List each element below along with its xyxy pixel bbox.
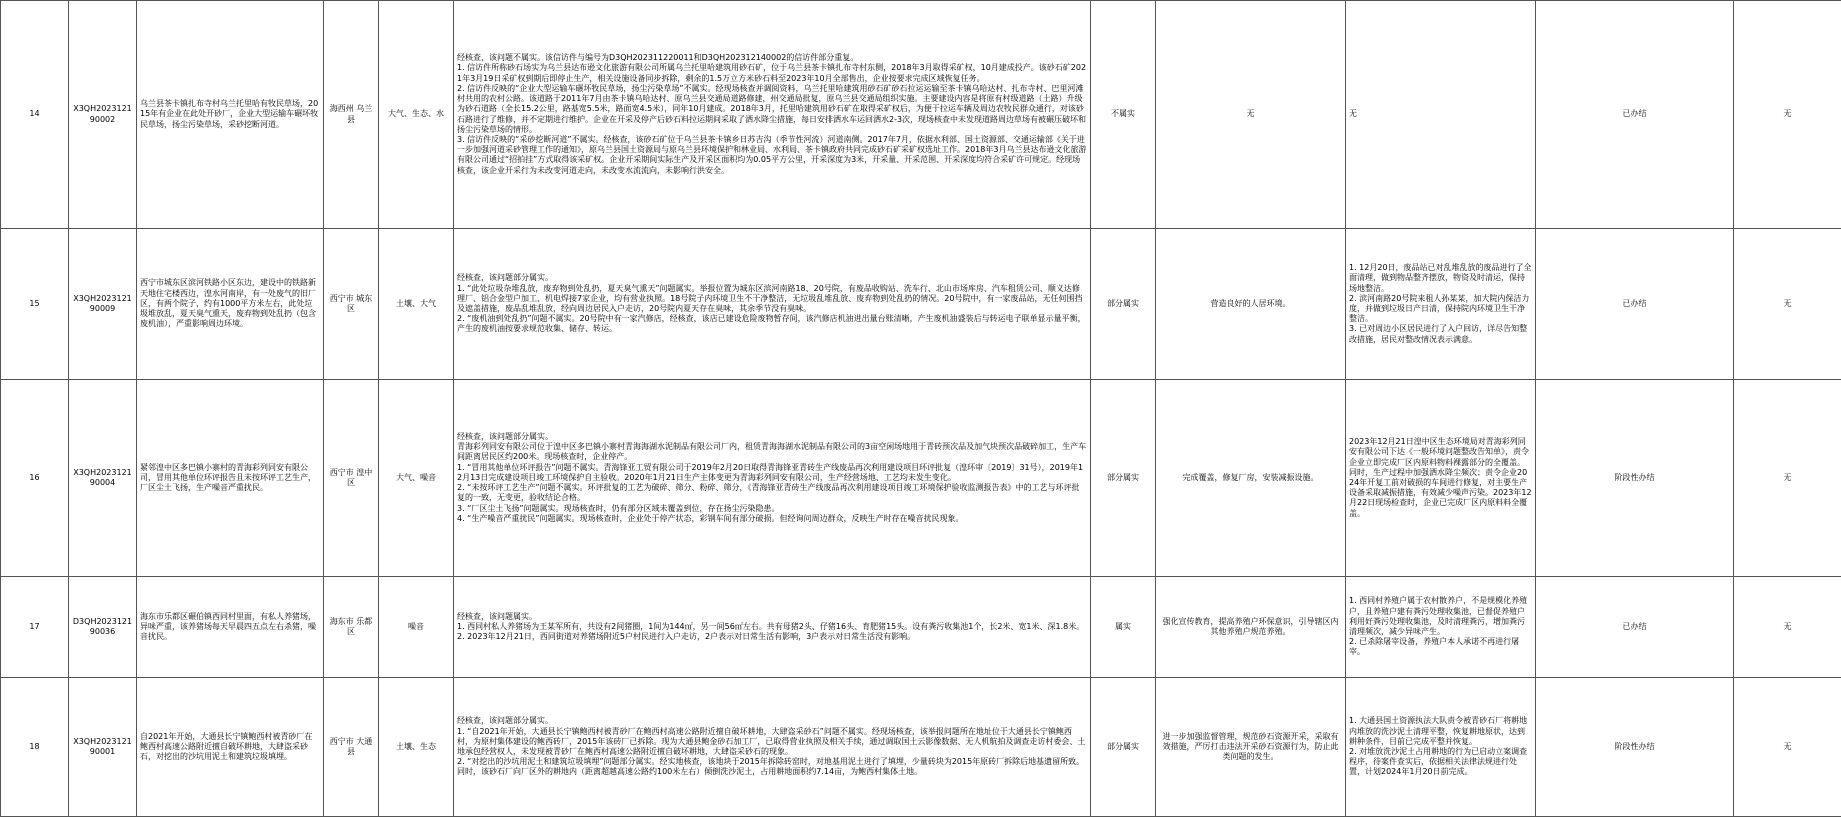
accountability-cell: 无: [1734, 577, 1841, 678]
result-paragraph: 2. 2023年12月21日，西同街道对养猪场附近5户村民进行入户走访，2户表示对日常生活有影响，3户表示对日常生活没有影响。: [457, 632, 916, 642]
table-row: [1, 380, 1841, 577]
table-row: [1, 577, 1841, 678]
rectification-progress-cell: [1346, 678, 1536, 817]
rectification-progress-text: 1. 12月20日，废品站已对乱堆乱放的废品进行了全面清理，做到物品整齐摆放，物资及时清运，保持场地整洁。 2. 滨河南路20号院来租人孙某某，加大院内保洁力度，并做到垃圾日产日清，保持院内环境卫生干净整洁。 3. 已对周边小区居民进行了入户回访，详尽告知整改措施，居民对整改情况表示满意。: [1349, 263, 1532, 344]
case-code-cell: X3QH2023121 90001: [69, 678, 137, 817]
region-cell: 西宁市 大通县: [324, 678, 379, 817]
result-paragraph: 3. “厂区尘土飞扬”问题属实。现场核查时，仍有部分区域未覆盖到位，存在扬尘污染隐患。: [457, 503, 780, 513]
case-code-cell: X3QH2023121 90002: [69, 1, 137, 229]
row-number-cell: 18: [1, 678, 69, 817]
table-body: [1, 1, 1841, 817]
region-cell: 海东市 乐都区: [324, 577, 379, 678]
table-row: [1, 1, 1841, 229]
complaint-content-cell: 西宁市城东区滨河铁路小区东边，建设中的铁路新天地住宅楼西边，湟水河南岸，有一处废气的旧厂区，有两个院子，约有1000平方米左右，此处垃圾堆放乱，夏天臭气熏天，废弃物到处乱扔（包含废机油），严重影响周边环境。: [137, 229, 324, 380]
case-code-cell: X3QH2023121 90009: [69, 229, 137, 380]
verdict-cell: 属实: [1091, 577, 1156, 678]
complaint-content-cell: 自2021年开始，大通县长宁镇鲍西村被青砂厂在鲍西村高速公路附近擅自破坏耕地，大肆盗采砂石，对挖出的沙坑用泥土和建筑垃圾填埋。: [137, 678, 324, 817]
result-paragraph: 2. 信访件反映的“企业大型运输车碾坏牧民草场，扬尘污染草场”不属实。经现场核查并调阅资料，乌兰托里哈建筑用砂石矿砂石拉运运输至茶卡镇乌哈达村、扎布寺村、巴里河滩村共用的农村公路。该道路于2011年7月由茶卡镇乌哈达村、原乌兰县交通局道路修建，州交通局批复，原乌兰县交通局组织实施。主要建设内容是将原有村级道路（土路）升级为砂石道路（全长15.2公里，路基宽5.5米，路面宽4.5米），同年10月建成。2018年3月，托里哈建筑用砂石矿在取得采矿权后，为便于拉运车辆及周边农牧民群众通行，对该砂石路进行了维修，并不定期进行维护。企业在开采及停产后砂石料拉运期间采取了洒水降尘措施，每日安排洒水车运回洒水2-3次，现场核查中未发现道路周边草场有被碾压破坏和扬尘污染草场的情形。: [457, 83, 1087, 134]
result-paragraph: 2. “对挖出的沙坑用泥土和建筑垃圾填埋”问题部分属实。经实地核查，该地块于2015年拆除砖窑时，对地基用泥土进行了填埋，少量砖块为2015年原砖厂拆除后地基遗留所致。同时，该砂石厂向厂区外的耕地内（距离超越高速公路约100米左右）倾倒洗沙泥土，占用耕地面积约7.14亩，为鲍西村集体土地。: [457, 757, 1085, 777]
row-number-cell: 14: [1, 1, 69, 229]
complaint-content-cell: 紧邻湟中区多巴镇小寨村的青海彩列同安有限公司，冒用其他单位环评报告且未按环评工艺生产，厂区尘土飞扬，生产噪音严重扰民。: [137, 380, 324, 577]
case-status-cell: 已办结: [1536, 577, 1734, 678]
rectification-target-cell: 强化宣传教育，提高养殖户环保意识，引导辖区内其他养殖户规范养殖。: [1156, 577, 1346, 678]
rectification-target-cell: 完成覆盖，修复厂房，安装减振设施。: [1156, 380, 1346, 577]
result-paragraph: 1. “冒用其他单位环评报告”问题不属实。青海锋亚工贸有限公司于2019年2月20日取得青海锋亚青砖生产线废品再次利用建设项目环评批复（湟环审〔2019〕31号），2019年12月13日完成建设项目竣工环境保护自主验收。2020年1月21日生产主体变更为青海彩列同安有限公司，生产经营场地、工艺均未发生变化。: [457, 462, 1084, 482]
result-paragraph: 3. 信访件反映的“采砂挖断河道”不属实。经核查，该砂石矿位于乌兰县茶卡镇乡日苏吉沟（季节性河流）河道南侧。2017年7月，依据水利部、国土资源部、交通运输部《关于进一步加强河道采砂管理工作的通知》，原乌兰县国土资源局与原乌兰县环境保护和林业局、水利局、茶卡镇政府共同完成砂石矿采矿权选址工作。2018年3月乌兰县达布逊文化旅游有限公司通过“招拍挂”方式取得该采矿权。企业开采期间实际生产及开采区面积均为0.05平方公里，开采深度为3米，开采量、开采范围、开采深度均符合采矿许可规定。经现场核查，该企业开采行为未改变河道走向，未改变水流流向，未影响行洪安全。: [457, 134, 1087, 175]
region-cell: 西宁市 城东区: [324, 229, 379, 380]
result-paragraph: 青海彩列同安有限公司位于湟中区多巴镇小寨村青海海湖水泥制品有限公司厂内，租赁青海海湖水泥制品有限公司的3亩空闲场地用于青砖预次品及加气块预次品破碎加工，生产车间距离居民区约200米。现场核查时，企业停产。: [457, 442, 1087, 462]
case-status-cell: 阶段性办结: [1536, 380, 1734, 577]
rectification-progress-text: 无: [1349, 109, 1357, 119]
case-status-cell: 阶段性办结: [1536, 678, 1734, 817]
accountability-cell: 无: [1734, 678, 1841, 817]
case-status-cell: 已办结: [1536, 1, 1734, 229]
rectification-progress-cell: [1346, 380, 1536, 577]
investigation-result-cell: [454, 229, 1091, 380]
result-paragraph: 经核查，该问题不属实。该信访件与编号为D3QH202311220011和D3QH202312140002的信访件部分重复。: [457, 53, 859, 63]
region-cell: 海西州 乌兰县: [324, 1, 379, 229]
case-status-cell: 已办结: [1536, 229, 1734, 380]
rectification-progress-cell: [1346, 229, 1536, 380]
region-cell: 西宁市 湟中区: [324, 380, 379, 577]
result-paragraph: 2. “未按环评工艺生产”问题不属实。环评批复的工艺为破碎、筛分、粉碎、筛分，《青海锋亚青砖生产线废品再次利用建设项目竣工环境保护验收监测报告表》中的工艺与环评批复的一致，无变更，验收结论合格。: [457, 483, 1080, 503]
result-paragraph: 2. “废机油到处乱扔”问题不属实。20号院中有一家汽修店，经核查，该店已建设危险废物暂存间，该汽修店机油进出量台账清晰，产生废机油盛装后与转运电子联单显示量平衡，产生的废机油按要求规范收集、储存、转运。: [457, 314, 1086, 334]
verdict-cell: 部分属实: [1091, 229, 1156, 380]
row-number-cell: 17: [1, 577, 69, 678]
result-paragraph: 经核查，该问题属实。: [457, 611, 537, 621]
rectification-progress-text: 2023年12月21日湟中区生态环境局对青海彩列同安有限公司下达《一般环境问题整改告知单》，责令企业立即完成厂区内原料物料裸露部分的全覆盖。同时，生产过程中加强洒水降尘频次；责令企业2024年开复工前对破损的车间进行修复，对主要生产设备采取减振措施，有效减少噪声污染。2023年12月22日现场检查时，企业已完成厂区内原料料全覆盖。: [1349, 437, 1532, 518]
rectification-progress-text: 1. 大通县国土资源执法大队责令被青砂石厂将耕地内堆放的洗沙泥土清理平整，恢复耕地原状，达到耕种条件，目前已完成平整并恢复。 2. 对堆放洗沙泥土占用耕地的行为已启动立案调查程序，待案件查实后，依据相关法律法规进行处置，计划2024年1月20日前完成。: [1349, 716, 1528, 777]
complaint-content-cell: 海东市乐都区碾伯镇西同村里面，有私人养猪场，异味严重，该养猪场每天早晨四五点左右杀猪，噪音扰民。: [137, 577, 324, 678]
result-paragraph: 1. 信访件所称砂石场实为乌兰县达布逊文化旅游有限公司所属乌兰托里哈建筑用砂石矿，位于乌兰县茶卡镇扎布寺村东侧，2018年3月取得采矿权，10月建成投产。该砂石矿2021年3月19日采矿权到期后即停止生产，相关设施设备同步拆除，剩余的1.5万立方米砂石料至2023年10月全部售出，企业按要求完成区域恢复任务。: [457, 63, 1087, 83]
result-paragraph: 经核查，该问题部分属实。: [457, 273, 553, 283]
row-number-cell: 16: [1, 380, 69, 577]
rectification-progress-cell: [1346, 577, 1536, 678]
result-paragraph: 经核查，该问题部分属实。: [457, 716, 553, 726]
table-row: [1, 678, 1841, 817]
result-paragraph: 1. 西同村私人养猪场为王某军所有，共设有2间猪圈，1间为144㎡，另一间56㎡左右。共有母猪2头、仔猪16头、育肥猪15头。设有粪污收集池1个，长2米、宽1米、深1.8米。: [457, 621, 1085, 631]
result-paragraph: 1. “自2021年开始，大通县长宁镇鲍西村被青砂厂在鲍西村高速公路附近擅自破坏耕地，大肆盗采砂石”问题不属实。经现场核查，该举报问题所在地址位于大通县长宁镇鲍西村，为原村集体建设的鲍西砖厂，2015年该砖厂已拆除。现为大通县鲍金砂石加工厂，已取得营业执照及相关手续，通过调取国土云影像数据、无人机航拍及调查走访村委会、土地承包经营权人，未发现被青砂厂在鲍西村高速公路附近擅自破坏耕地，大肆盗采砂石的现象。: [457, 726, 1086, 756]
rectification-target-cell: 无: [1156, 1, 1346, 229]
investigation-result-cell: [454, 1, 1091, 229]
verdict-cell: 部分属实: [1091, 380, 1156, 577]
row-number-cell: 15: [1, 229, 69, 380]
rectification-progress-cell: [1346, 1, 1536, 229]
investigation-result-cell: [454, 380, 1091, 577]
rectification-target-cell: 进一步加强监督管理，规范砂石资源开采，采取有效措施，严厉打击违法开采砂石资源行为，防止此类问题的发生。: [1156, 678, 1346, 817]
pollution-type-cell: 噪音: [379, 577, 454, 678]
table-row: [1, 229, 1841, 380]
pollution-type-cell: 大气、噪音: [379, 380, 454, 577]
accountability-cell: 无: [1734, 380, 1841, 577]
pollution-type-cell: 大气、生态、水: [379, 1, 454, 229]
accountability-cell: 无: [1734, 229, 1841, 380]
complaint-content-cell: 乌兰县茶卡镇扎布寺村乌兰托里哈有牧民草场，2015年有企业在此处开砂厂，企业大型运输车碾坏牧民草场，扬尘污染草场，采砂挖断河道。: [137, 1, 324, 229]
pollution-type-cell: 土壤、生态: [379, 678, 454, 817]
result-paragraph: 1. “此处垃圾杂堆乱放，废弃物到处乱扔，夏天臭气熏天”问题属实。举报位置为城东区滨河南路18、20号院，有废品收购站、洗车行、北山市场库房、汽车租赁公司、顺义达修理厂、铝合金型户加工、机电焊接7家企业，均有营业执照。18号院子内环境卫生不干净整洁，无垃圾乱堆乱放、废弃物到处乱扔的情况。20号院中，有一家废品站，无任何围挡及遮盖措施，废品乱堆乱放，经向周边居民入户走访，20号院内夏天存在臭味，其余季节没有臭味。: [457, 283, 1083, 313]
accountability-cell: 无: [1734, 1, 1841, 229]
investigation-result-cell: [454, 678, 1091, 817]
verdict-cell: 不属实: [1091, 1, 1156, 229]
case-code-cell: X3QH2023121 90004: [69, 380, 137, 577]
result-paragraph: 经核查，该问题部分属实。: [457, 432, 553, 442]
result-paragraph: 4. “生产噪音严重扰民”问题属实。现场核查时，企业处于停产状态，彩钢车间有部分破损。但经询问周边群众，反映生产时存在噪音扰民现象。: [457, 513, 964, 523]
rectification-target-cell: 营造良好的人居环境。: [1156, 229, 1346, 380]
rectification-progress-text: 1. 西同村养殖户属于农村散养户，不是规模化养殖户，且养殖户建有粪污处理收集池，已督促养殖户利用好粪污处理收集池，及时清理粪污，增加粪污清理频次，减少异味产生。 2. 已杀除屠宰设备，养殖户本人承诺不再进行屠宰。: [1349, 596, 1528, 657]
investigation-result-cell: [454, 577, 1091, 678]
case-code-cell: D3QH2023121 90036: [69, 577, 137, 678]
pollution-type-cell: 土壤、大气: [379, 229, 454, 380]
verdict-cell: 部分属实: [1091, 678, 1156, 817]
